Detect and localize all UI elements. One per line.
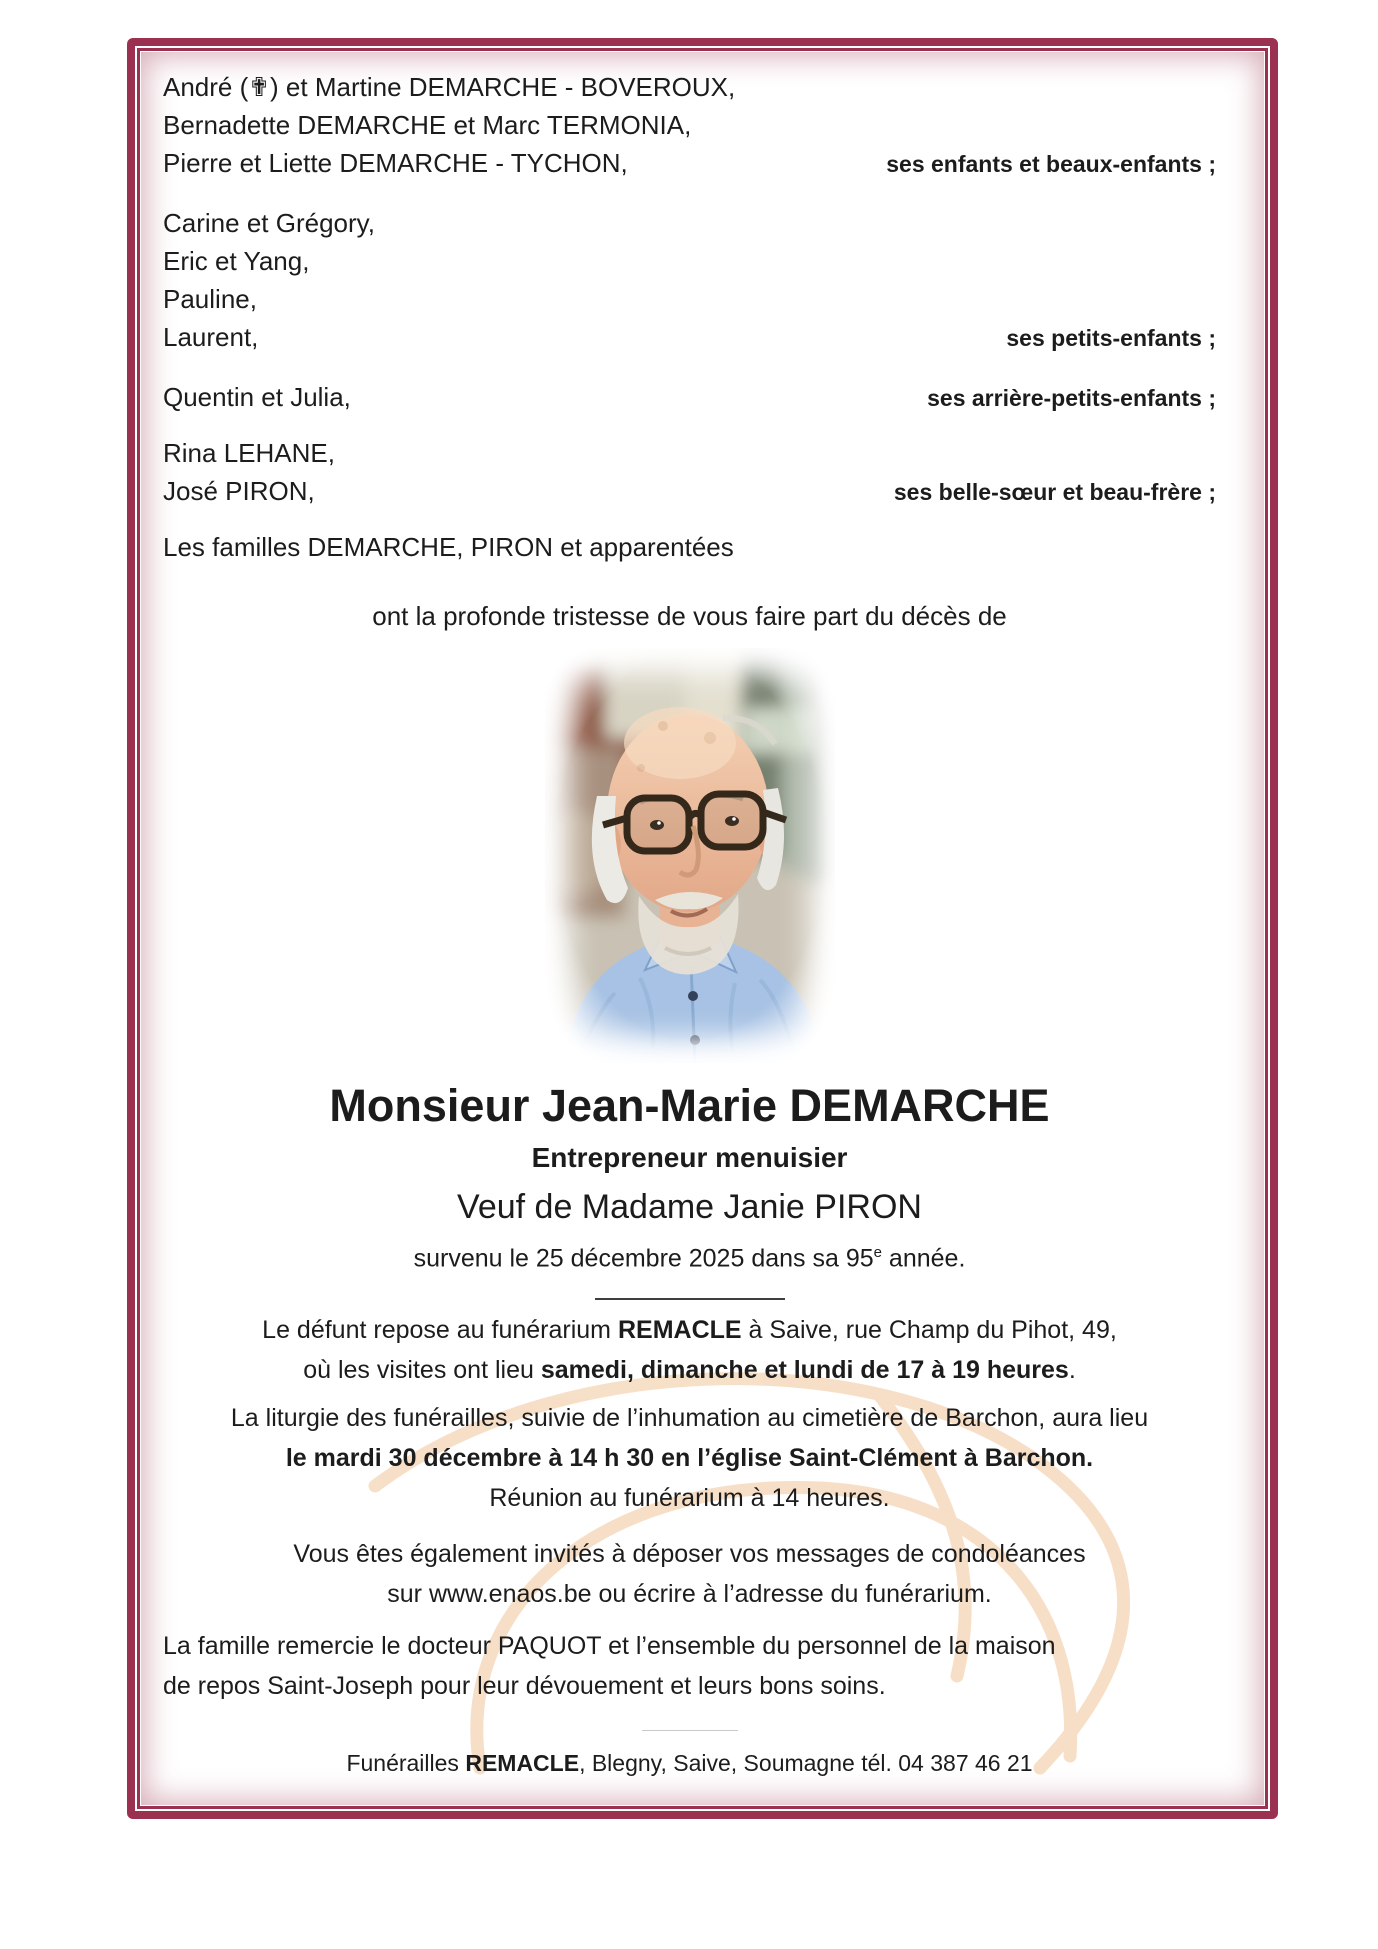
family-line — [163, 318, 1216, 356]
funeral-home-name: REMACLE — [465, 1750, 580, 1777]
funeral-home-footer: Funérailles REMACLE, Blegny, Saive, Soumagne tél. 04 387 46 21 — [346, 1750, 1033, 1777]
repose-paragraph: Le défunt repose au funérarium REMACLE à Saive, rue Champ du Pihot, 49, où les visites ont lieu samedi, dimanche et lundi de 17 à 19 heures. — [262, 1316, 1117, 1385]
family-line — [163, 144, 1216, 182]
family-line — [163, 434, 1216, 472]
memorial-card-frame — [127, 38, 1278, 1819]
family-names: Carine et Grégory, — [163, 208, 375, 238]
family-names: Bernadette DEMARCHE et Marc TERMONIA, — [163, 110, 692, 140]
family-line — [163, 242, 1216, 280]
announcement-line: ont la profonde tristesse de vous faire part du décès de — [372, 601, 1007, 631]
thanks-paragraph: La famille remercie le docteur PAQUOT et l’ensemble du personnel de la maison de repos Saint-Joseph pour leur dévouement et leurs bons soins. — [163, 1632, 1056, 1701]
relation-label: ses petits-enfants ; — [1006, 325, 1216, 351]
visit-hours: samedi, dimanche et lundi de 17 à 19 heures — [540, 1356, 1069, 1385]
card-content — [135, 46, 1270, 1781]
family-names: Quentin et Julia, — [163, 382, 351, 412]
family-line — [163, 68, 1216, 106]
family-names: Les familles DEMARCHE, PIRON et apparentées — [163, 532, 734, 562]
portrait-photo — [545, 648, 835, 1063]
family-line — [163, 378, 1216, 416]
portrait-illustration — [545, 648, 835, 1063]
family-line — [163, 204, 1216, 242]
family-names: André (✟) et Martine DEMARCHE - BOVEROUX, — [163, 72, 736, 102]
ceremony-datetime: le mardi 30 décembre à 14 h 30 en l’église Saint-Clément à Barchon. — [285, 1444, 1094, 1473]
family-list — [163, 68, 1216, 566]
family-names: Laurent, — [163, 322, 259, 352]
family-line — [163, 106, 1216, 144]
death-date-line: survenu le 25 décembre 2025 dans sa 95e année. — [413, 1244, 966, 1273]
family-names: Pierre et Liette DEMARCHE - TYCHON, — [163, 148, 628, 178]
family-names: Eric et Yang, — [163, 246, 310, 276]
divider — [595, 1298, 785, 1300]
superscript-e: e — [873, 1244, 882, 1261]
relation-label: ses arrière-petits-enfants ; — [927, 385, 1216, 411]
deceased-profession: Entrepreneur menuisier — [531, 1142, 848, 1173]
family-line — [163, 472, 1216, 510]
footer-divider — [642, 1730, 738, 1731]
family-names: Pauline, — [163, 284, 257, 314]
funeral-home-name: REMACLE — [617, 1316, 742, 1345]
relation-label: ses belle-sœur et beau-frère ; — [893, 479, 1216, 505]
liturgy-paragraph: La liturgie des funérailles, suivie de l’inhumation au cimetière de Barchon, aura lieu le mardi 30 décembre à 14 h 30 en l’église Saint-Clément à Barchon. Réunion au funérarium à 14 heures. — [230, 1404, 1149, 1513]
family-names: José PIRON, — [163, 476, 315, 506]
relation-label: ses enfants et beaux-enfants ; — [886, 151, 1216, 177]
condolences-paragraph: Vous êtes également invités à déposer vos messages de condoléances sur www.enaos.be ou écrire à l’adresse du funérarium. — [293, 1540, 1086, 1609]
family-line — [163, 280, 1216, 318]
family-line — [163, 528, 1216, 566]
deceased-name: Monsieur Jean-Marie DEMARCHE — [329, 1080, 1050, 1131]
widower-line: Veuf de Madame Janie PIRON — [457, 1188, 922, 1226]
family-names: Rina LEHANE, — [163, 438, 335, 468]
